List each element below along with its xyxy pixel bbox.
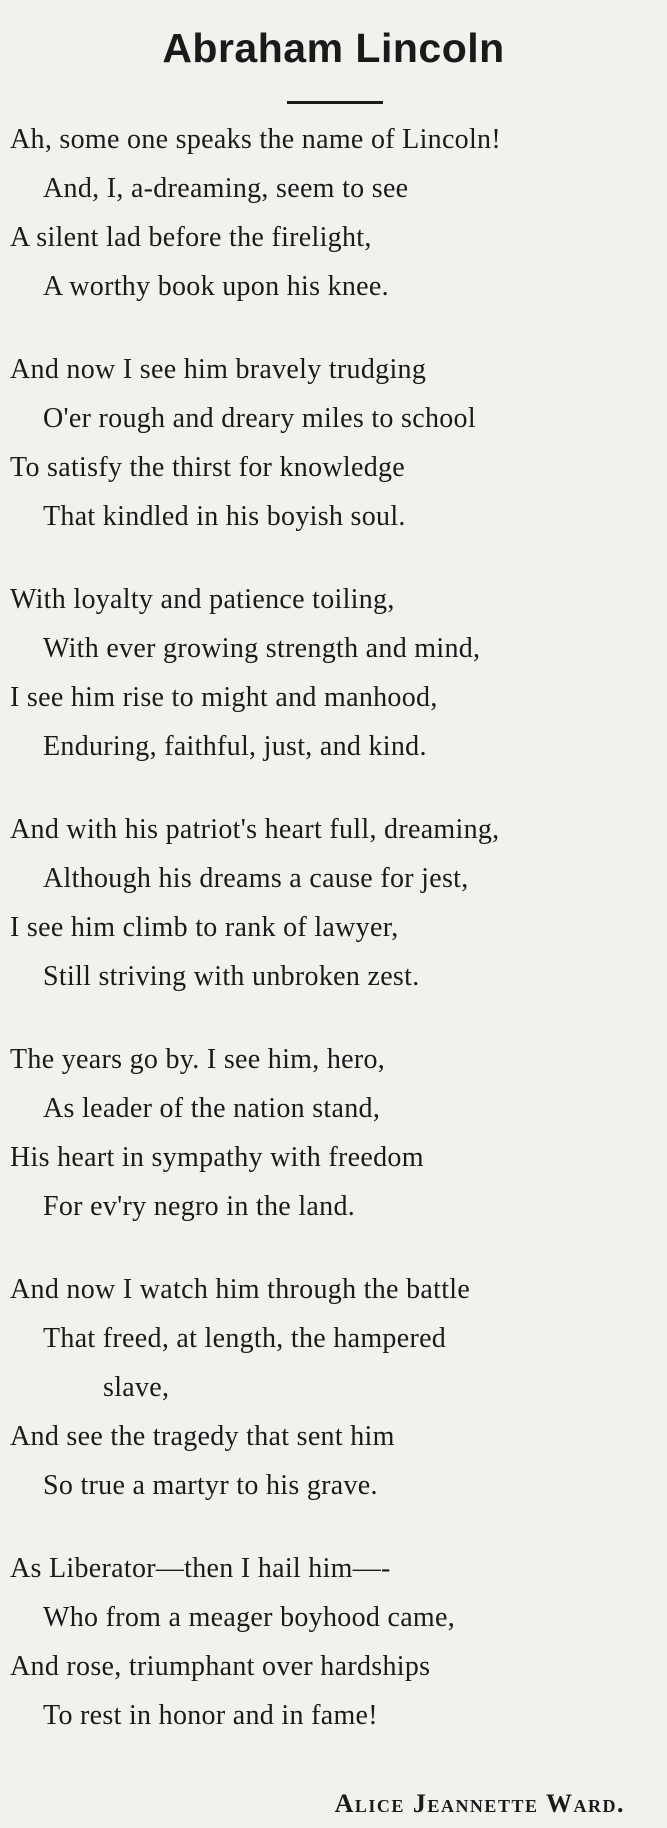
poem-line: And rose, triumphant over hardships — [10, 1651, 431, 1682]
poem-line: slave, — [103, 1372, 170, 1403]
poem-line: And now I watch him through the battle — [10, 1274, 471, 1305]
poem-line: O'er rough and dreary miles to school — [43, 403, 476, 434]
poem-line: And, I, a-dreaming, seem to see — [43, 173, 409, 204]
poem-line: A worthy book upon his knee. — [43, 271, 389, 302]
poem-line: A silent lad before the firelight, — [10, 222, 372, 253]
stanza-5 — [10, 1035, 662, 1231]
poem-line: As leader of the nation stand, — [43, 1093, 381, 1124]
title-divider — [287, 101, 383, 104]
poem-line: I see him climb to rank of lawyer, — [10, 912, 399, 943]
poem-body — [10, 115, 662, 1774]
poem-line: That freed, at length, the hampered — [43, 1323, 447, 1354]
poem-line: To satisfy the thirst for knowledge — [10, 452, 406, 483]
stanza-4 — [10, 805, 662, 1001]
poem-line: Who from a meager boyhood came, — [43, 1602, 456, 1633]
poem-line: With ever growing strength and mind, — [43, 633, 481, 664]
poem-line: His heart in sympathy with freedom — [10, 1142, 424, 1173]
poem-title: Abraham Lincoln — [162, 25, 505, 71]
poem-line: And see the tragedy that sent him — [10, 1421, 395, 1452]
poem-line: For ev'ry negro in the land. — [43, 1191, 356, 1222]
poem-line: Ah, some one speaks the name of Lincoln! — [10, 124, 501, 155]
stanza-3 — [10, 575, 662, 771]
poem-line: The years go by. I see him, hero, — [10, 1044, 386, 1075]
poem-line: Although his dreams a cause for jest, — [43, 863, 469, 894]
poem-line: Enduring, faithful, just, and kind. — [43, 731, 427, 762]
poem-line: So true a martyr to his grave. — [43, 1470, 378, 1501]
poem-line: With loyalty and patience toiling, — [10, 584, 395, 615]
poem-line: That kindled in his boyish soul. — [43, 501, 406, 532]
poem-line: I see him rise to might and manhood, — [10, 682, 438, 713]
author-signature: Alice Jeannette Ward. — [334, 1789, 625, 1818]
stanza-2 — [10, 345, 662, 541]
poem-line: As Liberator—then I hail him—- — [10, 1553, 391, 1584]
poem-line: To rest in honor and in fame! — [43, 1700, 378, 1731]
poem-line: Still striving with unbroken zest. — [43, 961, 420, 992]
poem-line: And with his patriot's heart full, dreaming, — [10, 814, 500, 845]
poem-line: And now I see him bravely trudging — [10, 354, 427, 385]
stanza-6 — [10, 1265, 662, 1510]
stanza-1 — [10, 115, 662, 311]
stanza-7 — [10, 1544, 662, 1740]
